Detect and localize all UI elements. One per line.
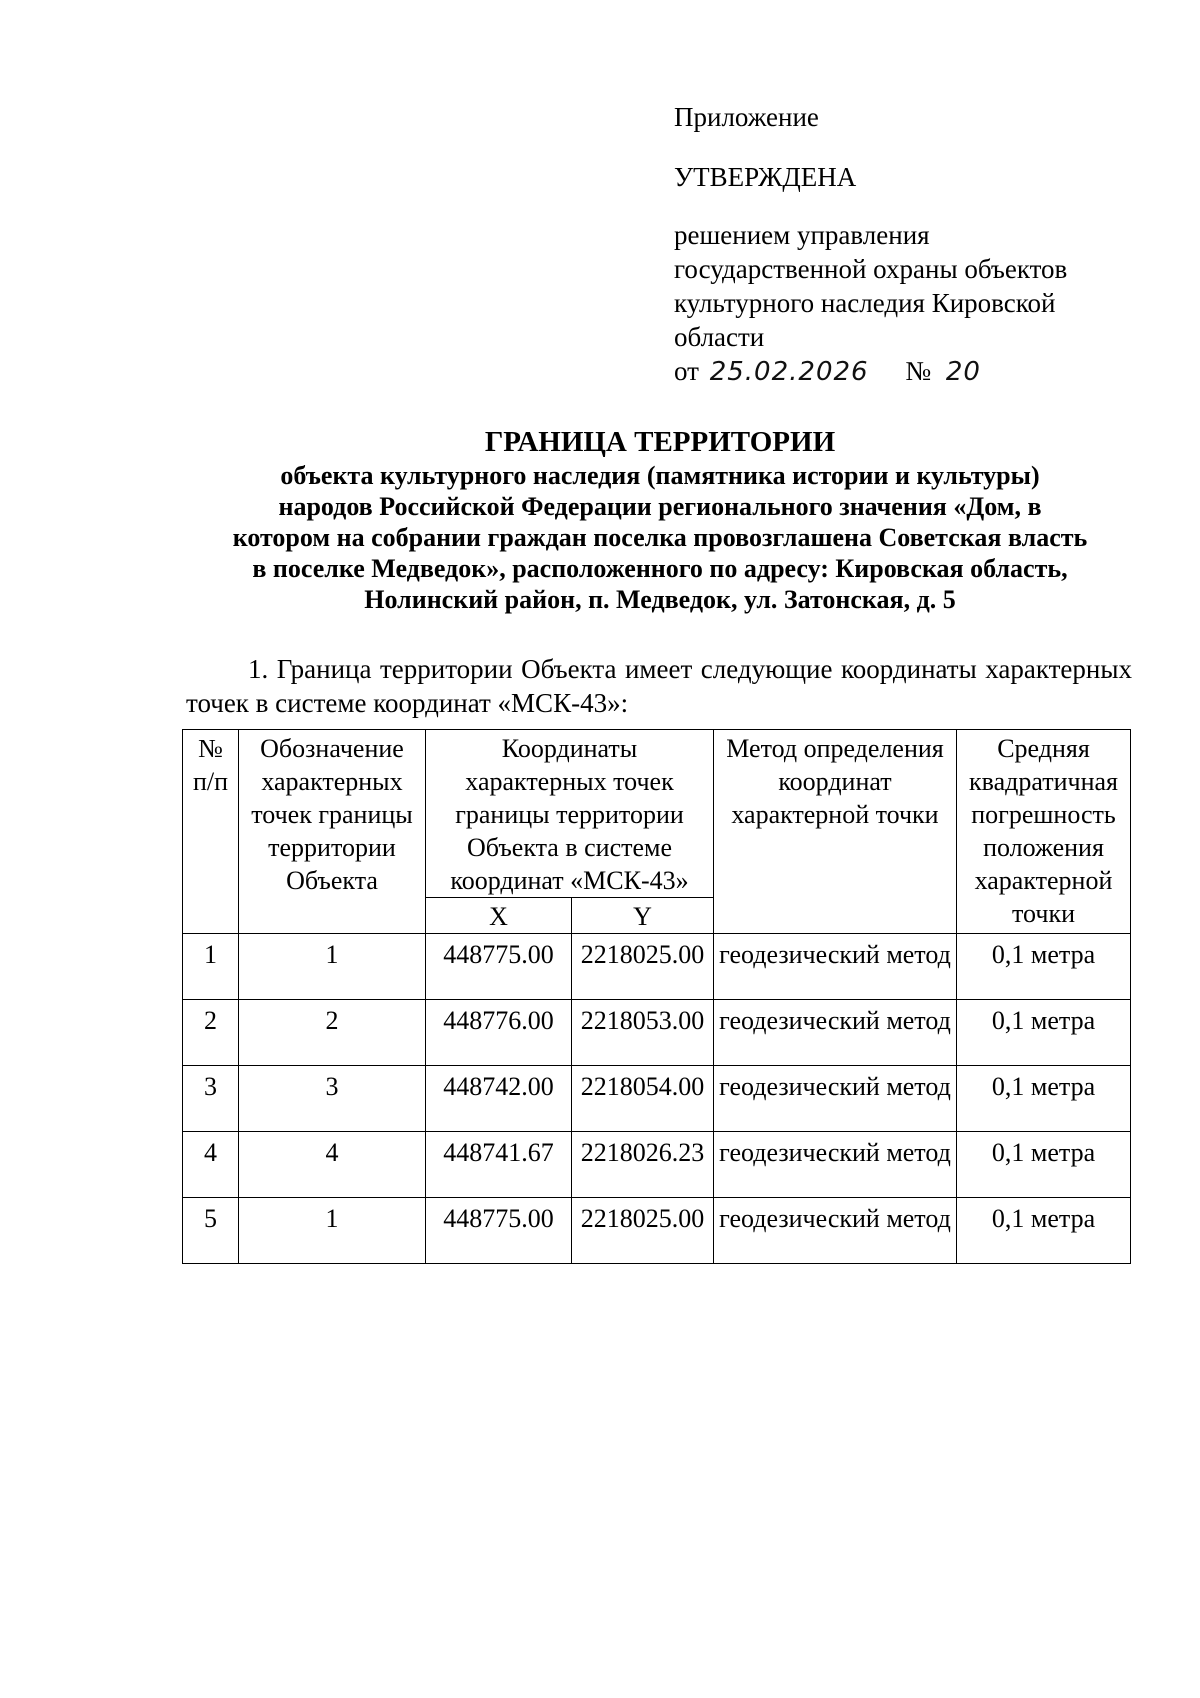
handwritten-number: 20 [945,357,981,387]
approved-label: УТВЕРЖДЕНА [674,162,857,192]
table-row [183,1132,1131,1198]
cell-method: геодезический метод [714,1198,957,1264]
table-row [183,1198,1131,1264]
cell-num: 2 [183,1000,239,1066]
table-row [183,934,1131,1000]
cell-method: геодезический метод [714,934,957,1000]
cell-point: 1 [239,934,426,1000]
title-subtitle-line: народов Российской Федерации регионального значения «Дом, в [278,492,1042,521]
cell-y: 2218053.00 [572,1000,714,1066]
cell-x: 448741.67 [426,1132,572,1198]
table-row [183,1000,1131,1066]
cell-error: 0,1 метра [957,934,1131,1000]
header-error: Средняя квадратичная погрешность положения характерной точки [957,730,1131,934]
cell-num: 5 [183,1198,239,1264]
title-subtitle-line: Нолинский район, п. Медведок, ул. Затонская, д. 5 [364,585,956,614]
cell-error: 0,1 метра [957,1000,1131,1066]
cell-num: 3 [183,1066,239,1132]
title-subtitle-line: в поселке Медведок», расположенного по адресу: Кировская область, [252,554,1068,583]
title-subtitle-line: объекта культурного наследия (памятника истории и культуры) [280,461,1040,490]
cell-y: 2218025.00 [572,934,714,1000]
cell-point: 4 [239,1132,426,1198]
cell-method: геодезический метод [714,1066,957,1132]
cell-error: 0,1 метра [957,1132,1131,1198]
cell-x: 448775.00 [426,934,572,1000]
appendix-label: Приложение [674,102,819,132]
cell-y: 2218026.23 [572,1132,714,1198]
cell-num: 1 [183,934,239,1000]
header-method: Метод определения координат характерной точки [714,730,957,934]
decision-line: области [674,322,765,352]
table-row [183,1066,1131,1132]
cell-error: 0,1 метра [957,1066,1131,1132]
intro-paragraph: 1. Граница территории Объекта имеет следующие координаты характерных точек в системе координат «МСК-43»: [186,654,1132,718]
cell-method: геодезический метод [714,1000,957,1066]
coordinates-table [182,729,1131,1264]
decision-date-line [674,354,1134,390]
title-subtitle-line: котором на собрании граждан поселка провозглашена Советская власть [232,523,1088,552]
decision-line: культурного наследия Кировской [674,288,1056,318]
header-designation: Обозначение характерных точек границы территории Объекта [239,730,426,934]
header-coordinates: Координаты характерных точек границы территории Объекта в системе координат «МСК-43» [426,730,714,898]
cell-method: геодезический метод [714,1132,957,1198]
cell-num: 4 [183,1132,239,1198]
header-x: X [426,898,572,934]
approval-block [674,100,1134,390]
cell-point: 3 [239,1066,426,1132]
decision-line: решением управления [674,220,930,250]
cell-point: 2 [239,1000,426,1066]
cell-x: 448776.00 [426,1000,572,1066]
header-num: № п/п [183,730,239,934]
cell-point: 1 [239,1198,426,1264]
number-sign: № [905,356,932,386]
header-y: Y [572,898,714,934]
table-header-row [183,730,1131,898]
handwritten-date: 25.02.2026 [709,357,869,387]
cell-x: 448742.00 [426,1066,572,1132]
cell-x: 448775.00 [426,1198,572,1264]
cell-error: 0,1 метра [957,1198,1131,1264]
cell-y: 2218054.00 [572,1066,714,1132]
decision-line: государственной охраны объектов [674,254,1068,284]
document-title [150,424,1170,615]
date-prefix: от [674,356,699,386]
title-heading: ГРАНИЦА ТЕРРИТОРИИ [484,426,836,458]
cell-y: 2218025.00 [572,1198,714,1264]
